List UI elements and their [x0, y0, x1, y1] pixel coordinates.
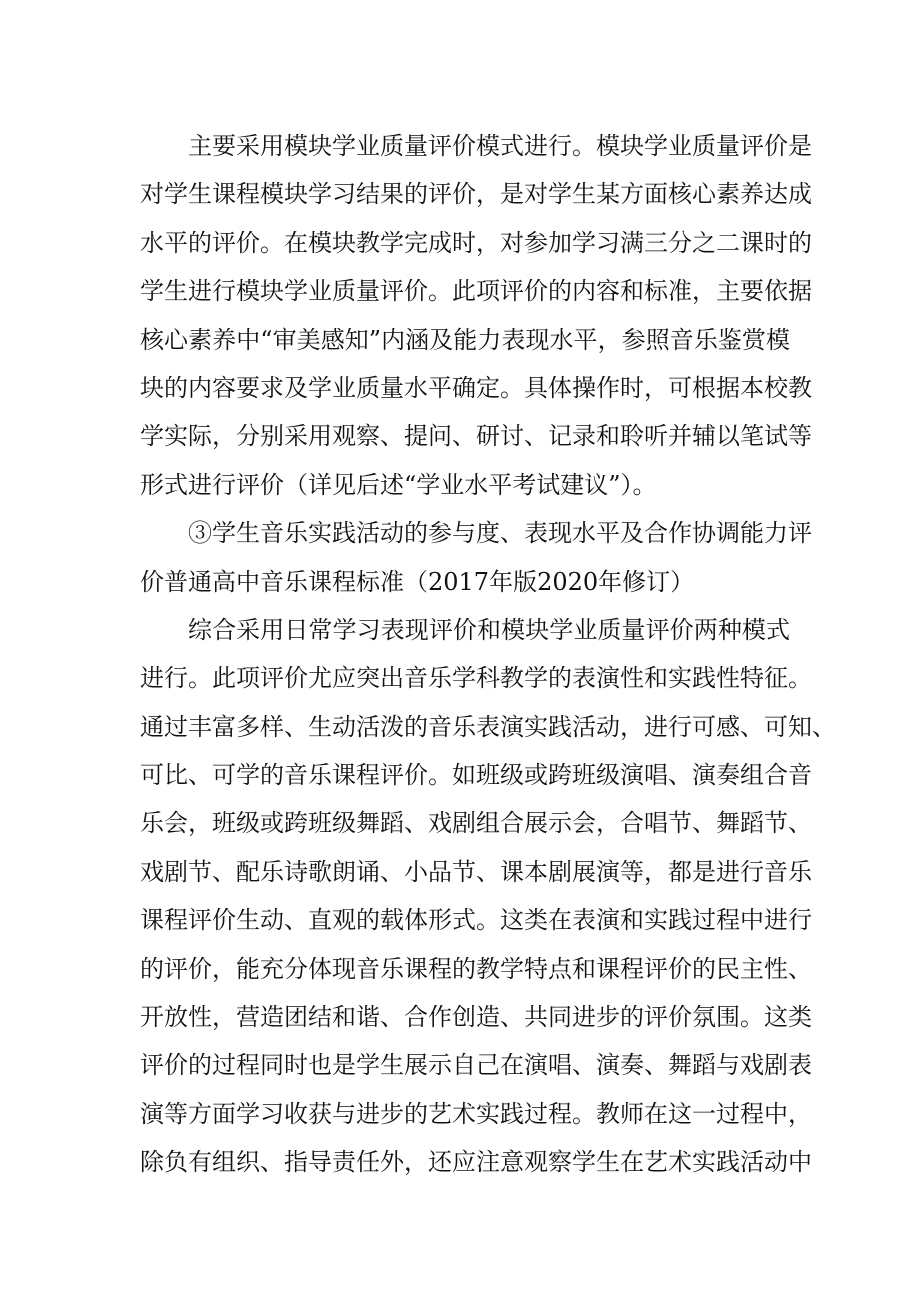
- text-line: 演等方面学习收获与进步的艺术实践过程。教师在这一过程中，: [140, 1099, 812, 1128]
- text-line: 开放性，营造团结和谐、合作创造、共同进步的评价氛围。这类: [140, 1003, 812, 1032]
- text-line: 乐会，班级或跨班级舞蹈、戏剧组合展示会，合唱节、舞蹈节、: [140, 809, 812, 838]
- text-line: 核心素养中“审美感知”内涵及能力表现水平，参照音乐鉴赏模: [140, 325, 790, 354]
- text-line: 水平的评价。在模块教学完成时，对参加学习满三分之二课时的: [140, 228, 812, 257]
- text-line: 评价的过程同时也是学生展示自己在演唱、演奏、舞蹈与戏剧表: [140, 1051, 812, 1080]
- text-line: 形式进行评价（详见后述“学业水平考试建议”）。: [140, 470, 657, 499]
- document-body: [140, 122, 836, 1187]
- text-line: 的评价，能充分体现音乐课程的教学特点和课程评价的民主性、: [140, 954, 812, 983]
- text-line: 通过丰富多样、生动活泼的音乐表演实践活动，进行可感、可知、: [140, 712, 836, 741]
- text-line: 学实际，分别采用观察、提问、研讨、记录和聆听并辅以笔试等: [140, 422, 812, 451]
- text-line: 块的内容要求及学业质量水平确定。具体操作时，可根据本校教: [140, 373, 812, 402]
- text-line: 戏剧节、配乐诗歌朗诵、小品节、课本剧展演等，都是进行音乐: [140, 857, 812, 886]
- text-line: 对学生课程模块学习结果的评价，是对学生某方面核心素养达成: [140, 180, 812, 209]
- text-line: 主要采用模块学业质量评价模式进行。模块学业质量评价是: [188, 132, 812, 160]
- text-line: 价普通高中音乐课程标准（2017年版2020年修订）: [140, 567, 695, 596]
- text-line: 学生进行模块学业质量评价。此项评价的内容和标准，主要依据: [140, 277, 812, 306]
- text-line: 除负有组织、指导责任外，还应注意观察学生在艺术实践活动中: [140, 1148, 812, 1177]
- text-line: 进行。此项评价尤应突出音乐学科教学的表演性和实践性特征。: [140, 664, 812, 693]
- text-line: 综合采用日常学习表现评价和模块学业质量评价两种模式: [188, 615, 790, 644]
- text-line: 可比、可学的音乐课程评价。如班级或跨班级演唱、演奏组合音: [140, 761, 812, 790]
- text-line: 课程评价生动、直观的载体形式。这类在表演和实践过程中进行: [140, 906, 812, 935]
- text-line: ③学生音乐实践活动的参与度、表现水平及合作协调能力评: [188, 519, 812, 548]
